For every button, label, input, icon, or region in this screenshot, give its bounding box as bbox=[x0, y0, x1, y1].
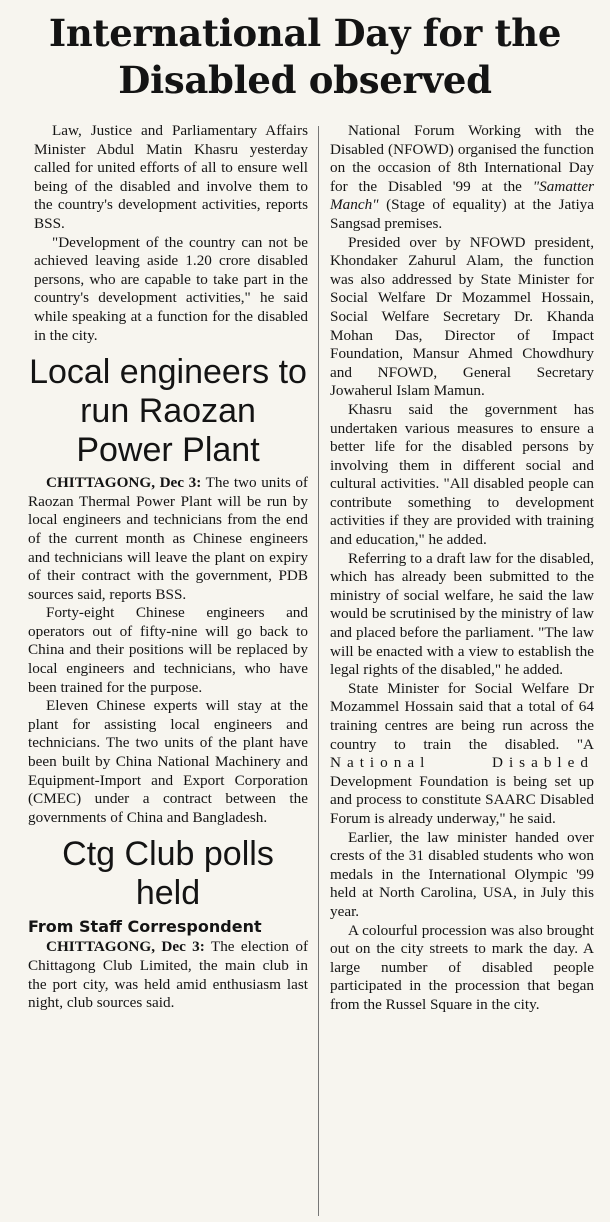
main-story-paragraph: Earlier, the law minister handed over crests of the 31 disabled students who won medals in the International Olympic '99 held at North Carolina, USA, in July this year. bbox=[330, 828, 594, 920]
main-story-lead bbox=[28, 122, 308, 345]
story2-headline: Local engineers to run Raozan Power Plant bbox=[29, 353, 307, 470]
article-columns bbox=[0, 122, 610, 1222]
story2-dateline: CHITTAGONG, Dec 3: bbox=[46, 474, 202, 492]
main-story-paragraph: "Development of the country can not be achieved leaving aside 1.20 crore disabled persons, who are capable to take part in the country's development activities," he said while speaking at a function for the disabled in the city. bbox=[34, 233, 308, 344]
story2-paragraph-text: The two units of Raozan Thermal Power Plant will be run by local engineers and technicians from the end of the current month as Chinese engineers and technicians will leave the plant on expiry of their contract with the government, PDB sources said, reports BSS. bbox=[28, 474, 308, 603]
main-story-text: State Minister for Social Welfare Dr Mozammel Hossain said that a total of 64 training centres are being run across the country to train the disabled. "A bbox=[330, 679, 594, 753]
main-story-paragraph: Presided over by NFOWD president, Khondaker Zahurul Alam, the function was also addressed by State Minister for Social Welfare Dr Mozammel Hossain, Social Welfare Secretary Dr. Khanda Mohan Das, Director of Impact Foundation, Mansur Ahmed Chowdhury and NFOWD, General Secretary Jowaherul Islam Mamun. bbox=[330, 233, 594, 400]
story2-paragraph bbox=[28, 474, 308, 604]
story3-paragraph bbox=[28, 938, 308, 1012]
main-story-paragraph: Law, Justice and Parliamentary Affairs Minister Abdul Matin Khasru yesterday called for united efforts of all to ensure well being of the disabled and involve them to the country's development activities, reports BSS. bbox=[34, 122, 308, 232]
story2-paragraph: Eleven Chinese experts will stay at the plant for assisting local engineers and technicians. The two units of the plant have been built by China National Machinery and Equipment-Import and Export Corporation (CMEC) under a contract between the governments of China and Bangladesh. bbox=[28, 697, 308, 826]
main-story-text: National Disabled bbox=[330, 754, 594, 772]
story3-byline: From Staff Correspondent bbox=[28, 917, 262, 937]
main-story-text: (Stage of equality) at the Jatiya Sangsad premises. bbox=[330, 196, 594, 232]
column-divider bbox=[318, 126, 319, 1216]
venue-name: "Samatter Manch" bbox=[330, 177, 594, 214]
main-story-paragraph: A colourful procession was also brought out on the city streets to mark the day. A large number of disabled people participated in the procession that began from the Russel Square in the city. bbox=[330, 921, 594, 1013]
story3-headline: Ctg Club polls held bbox=[62, 835, 274, 913]
main-story-paragraph bbox=[330, 680, 594, 829]
main-story-paragraph: Referring to a draft law for the disabled, which has already been submitted to the ministry of social welfare, he said the law would be scrutinised by the ministry of law and placed before the parliament. "The law will be enacted with a view to establish the legal rights of the disabled," he added. bbox=[330, 549, 594, 679]
main-story-text: National Forum Working with the Disabled (NFOWD) organised the function on the occasion of 8th International Day for the Disabled '99 at the bbox=[330, 122, 594, 195]
left-column bbox=[28, 122, 308, 1013]
main-story-text: Development Foundation is being set up and process to constitute SAARC Disabled Forum is already underway," he said. bbox=[330, 772, 594, 827]
story3-paragraph-text: The election of Chittagong Club Limited, the main club in the port city, was held amid enthusiasm last night, club sources said. bbox=[28, 938, 308, 1012]
main-headline bbox=[8, 10, 602, 104]
main-story-paragraph: Khasru said the government has undertaken various measures to ensure a better life for the disabled persons by involving them in different social and cultural activities. "All disabled people can contribute something to development activities if they are provided with training and education," he added. bbox=[330, 400, 594, 549]
story2-paragraph: Forty-eight Chinese engineers and operators out of fifty-nine will go back to China and their positions will be replaced by local engineers and technicians, who have been trained for the purpose. bbox=[28, 604, 308, 696]
right-column bbox=[330, 122, 594, 1015]
main-story-paragraph bbox=[330, 122, 594, 234]
main-headline-line1: International Day for the bbox=[48, 11, 562, 55]
story3-dateline: CHITTAGONG, Dec 3: bbox=[46, 938, 205, 956]
main-headline-line2: Disabled observed bbox=[118, 58, 492, 102]
